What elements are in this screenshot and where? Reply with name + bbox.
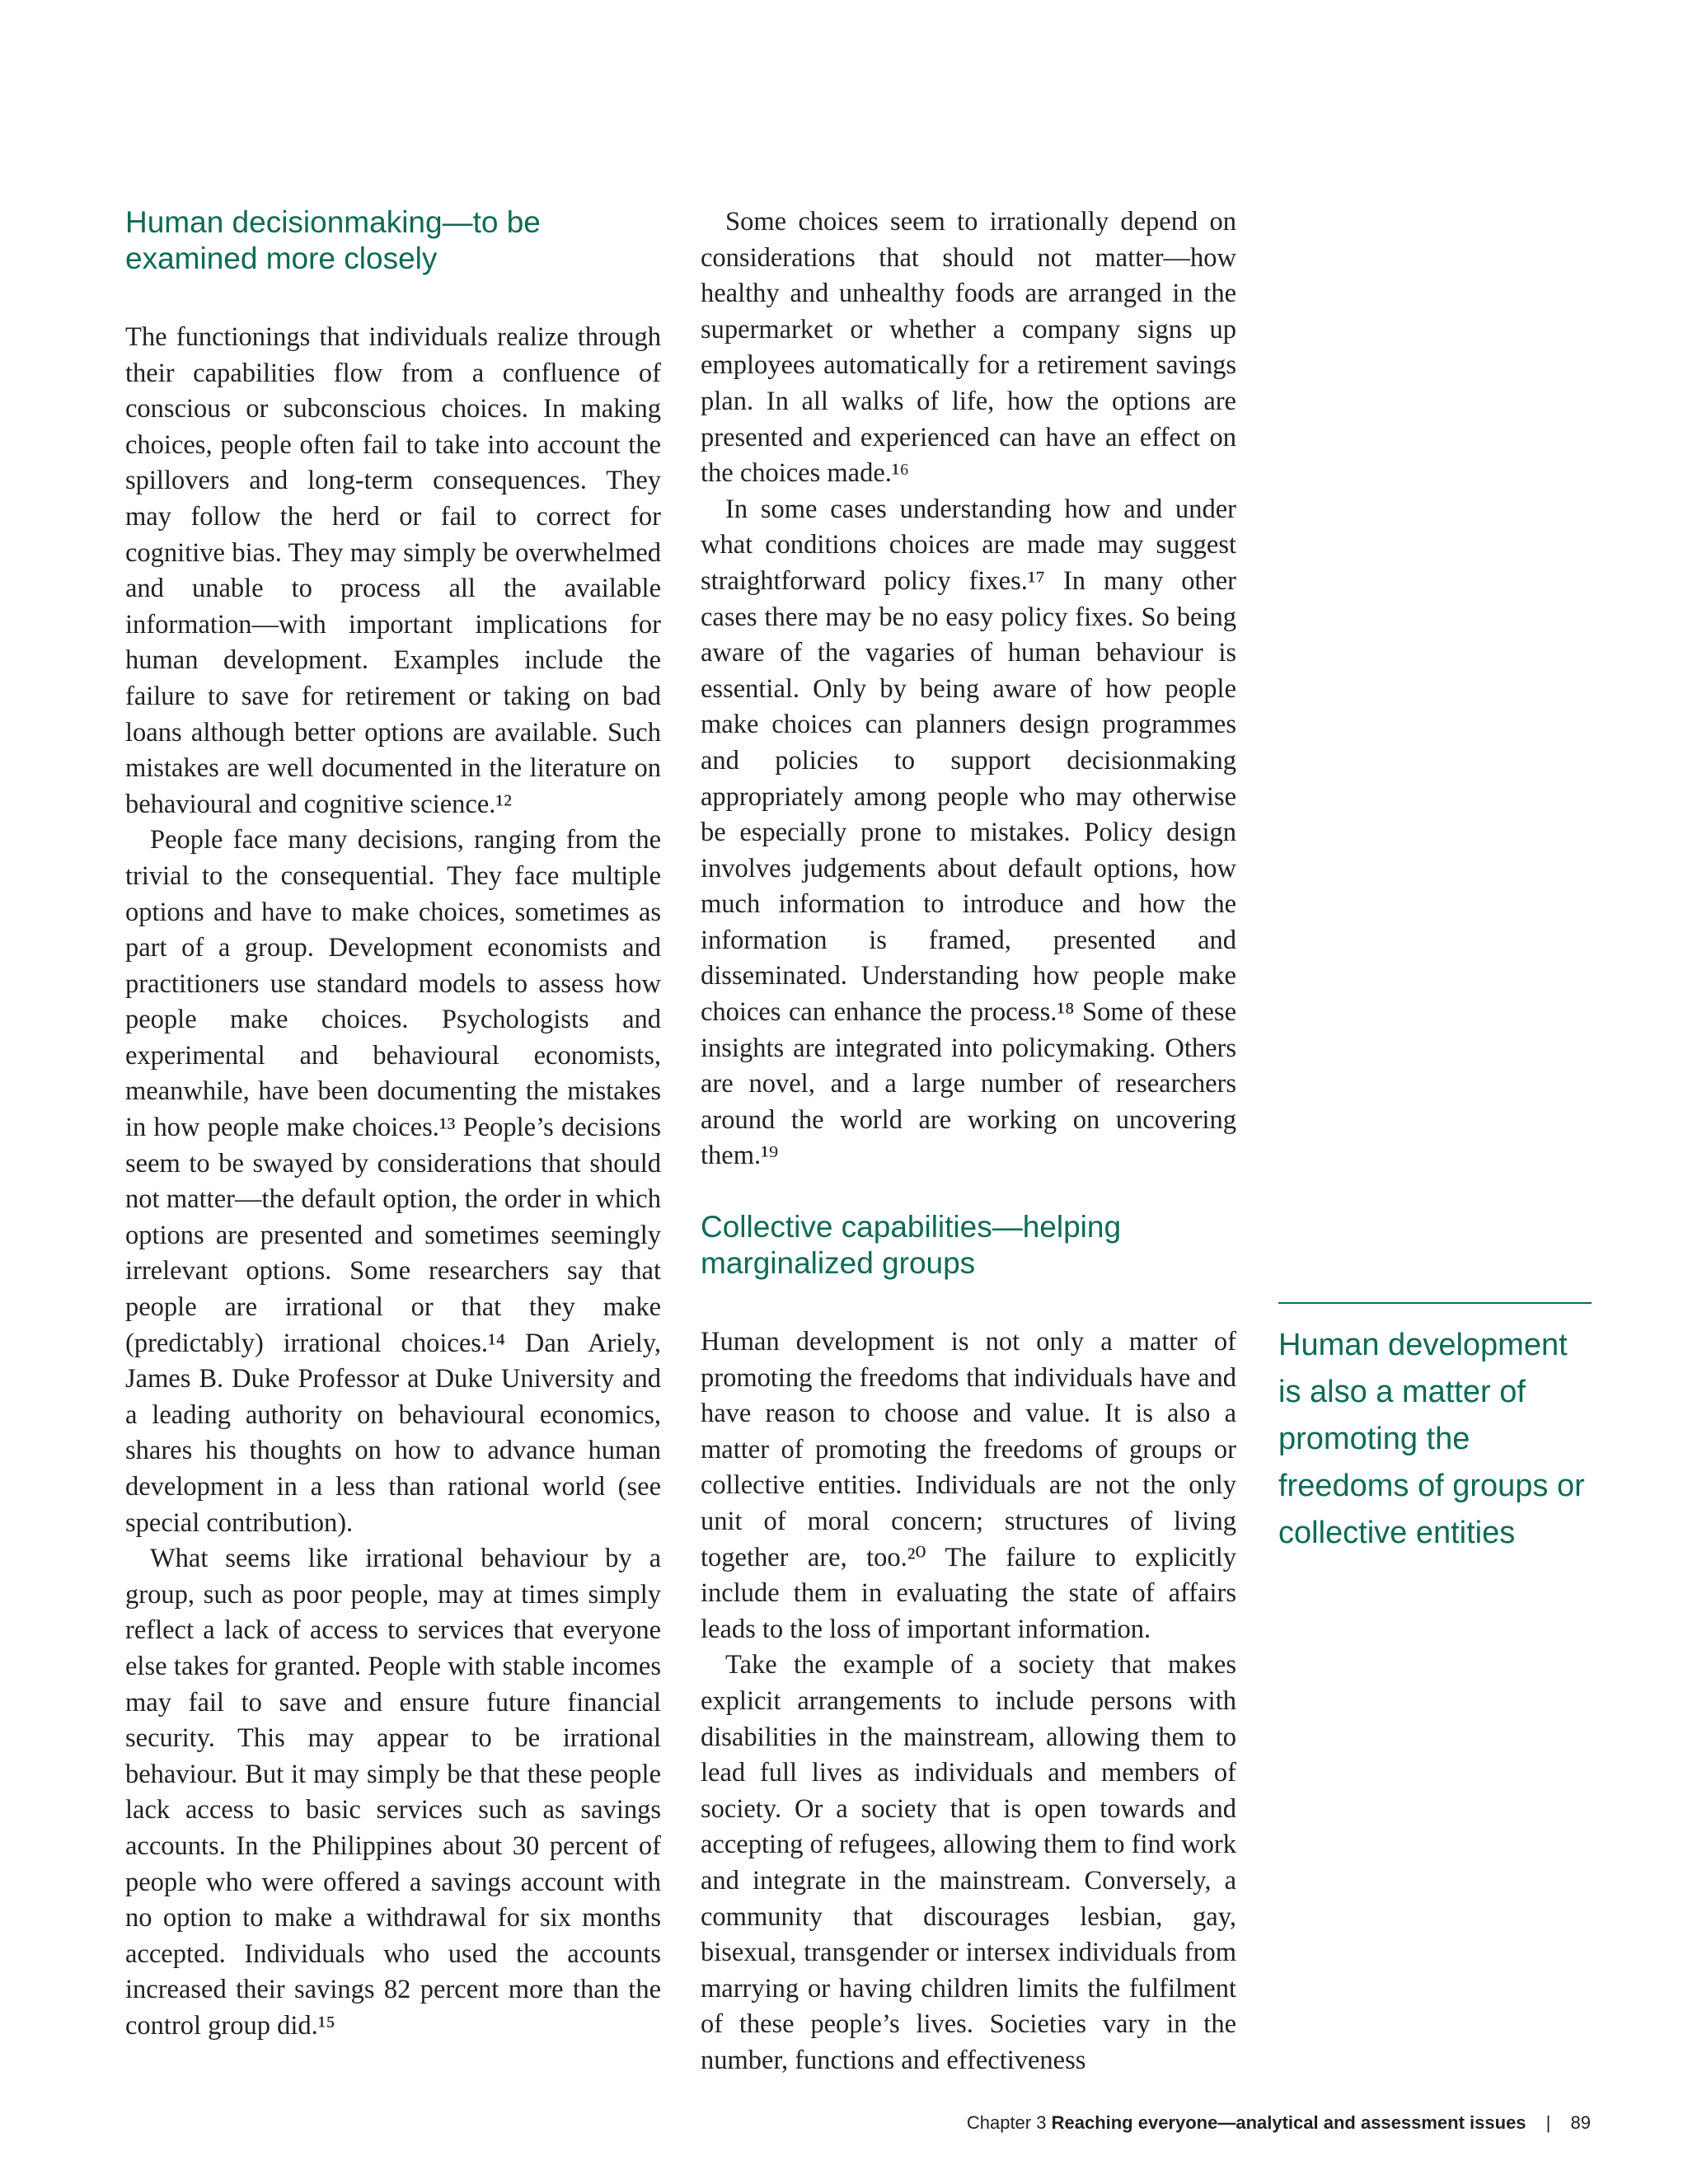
- footer-chapter-title: Reaching everyone—analytical and assessment issues: [1051, 2112, 1526, 2133]
- body-paragraph: Take the example of a society that makes explicit arrangements to include persons with disabilities in the mainstream, allowing them to lead full lives as individuals and members of society. Or a society that is open towards and accepting of refugees, allowing them to find work and integrate in the mainstream. Conversely, a community that discourages lesbian, gay, bisexual, transgender or intersex individuals from marrying or having children limits the fulfilment of these people’s lives. Societies vary in the number, functions and effectiveness: [701, 1650, 1236, 2075]
- body-paragraph: In some cases understanding how and under what conditions choices are made may suggest straightforward policy fixes.¹⁷ In many other cases there may be no easy policy fixes. So being aware of the vagaries of human behaviour is essential. Only by being aware of how people make choices can planners design programmes and policies to support decisionmaking appropriately among people who may otherwise be especially prone to mistakes. Policy design involves judgements about default options, how much information to introduce and how the information is framed, presented and disseminated. Understanding how people make choices can enhance the process.¹⁸ Some of these insights are integrated into policymaking. Others are novel, and a large number of researchers around the world are working on uncovering them.¹⁹: [701, 494, 1236, 1171]
- left-column: [125, 204, 661, 2045]
- section-heading-collective-capabilities: Collective capabilities—helping marginalized groups: [701, 1210, 1122, 1281]
- middle-column: [701, 204, 1236, 2079]
- pull-quote: Human development is also a matter of promoting the freedoms of groups or collective entities: [1278, 1328, 1585, 1550]
- body-paragraph: Some choices seem to irrationally depend on considerations that should not matter—how healthy and unhealthy foods are arranged in the supermarket or whether a company signs up employees automatically for a retirement savings plan. In all walks of life, how the options are presented and experienced can have an effect on the choices made.¹⁶: [701, 207, 1236, 489]
- page-number: 89: [1570, 2112, 1591, 2133]
- body-paragraph: People face many decisions, ranging from the trivial to the consequential. They face multiple options and have to make choices, sometimes as part of a group. Development economists and practitioners use standard models to assess how people make choices. Psychologists and experimental and behavioural economists, meanwhile, have been documenting the mistakes in how people make choices.¹³ People’s decisions seem to be swayed by considerations that should not matter—the default option, the order in which options are presented and sometimes seemingly irrelevant options. Some researchers say that people are irrational or that they make (predictably) irrational choices.¹⁴ Dan Ariely, James B. Duke Professor at Duke University and a leading authority on behavioural economics, shares his thoughts on how to advance human development in a less than rational world (see special contribution).: [125, 825, 661, 1538]
- page-footer: [967, 2112, 1591, 2134]
- body-paragraph: What seems like irrational behaviour by a group, such as poor people, may at times simply reflect a lack of access to services that everyone else takes for granted. People with stable incomes may fail to save and ensure future financial security. This may appear to be irrational behaviour. But it may simply be that these people lack access to basic services such as savings accounts. In the Philippines about 30 percent of people who were offered a savings account with no option to make a withdrawal for six months accepted. Individuals who used the accounts increased their savings 82 percent more than the control group did.¹⁵: [125, 1544, 661, 2041]
- body-paragraph: Human development is not only a matter of promoting the freedoms that individuals have and have reason to choose and value. It is also a matter of promoting the freedoms of groups or collective entities. Individuals are not the only unit of moral concern; structures of living together are, too.²⁰ The failure to explicitly include them in evaluating the state of affairs leads to the loss of important information.: [701, 1327, 1236, 1644]
- sidebar-divider: [1278, 1302, 1592, 1304]
- footer-separator: |: [1545, 2112, 1551, 2133]
- section-heading-human-decisionmaking: Human decisionmaking—to be examined more closely: [125, 205, 541, 275]
- sidebar-pull-quote-block: [1278, 1302, 1592, 1557]
- body-paragraph: The functionings that individuals realize through their capabilities flow from a confluence of conscious or subconscious choices. In making choices, people often fail to take into account the spillovers and long-term consequences. They may follow the herd or fail to correct for cognitive bias. They may simply be overwhelmed and unable to process all the available information—with important implications for human development. Examples include the failure to save for retirement or taking on bad loans although better options are available. Such mistakes are well documented in the literature on behavioural and cognitive science.¹²: [125, 322, 661, 819]
- footer-chapter: Chapter 3: [966, 2112, 1047, 2133]
